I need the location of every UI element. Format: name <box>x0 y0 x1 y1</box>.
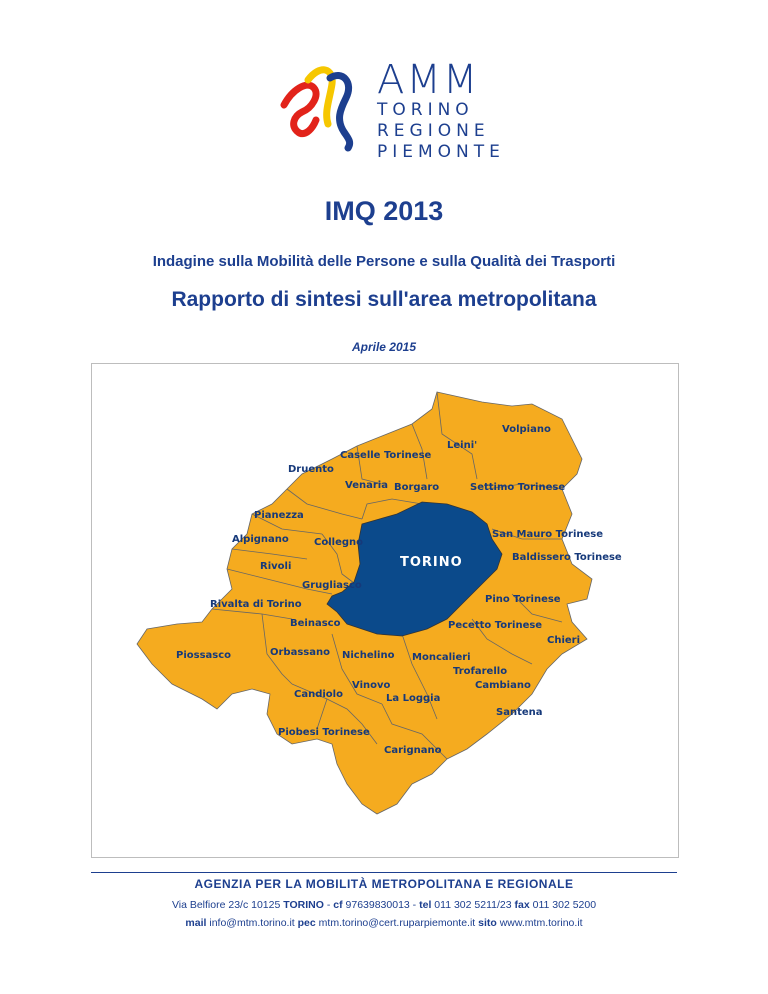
logo-text <box>377 57 505 163</box>
report-title: Rapporto di sintesi sull'area metropolitana <box>171 288 597 311</box>
map-label-rivalta-di-torino: Rivalta di Torino <box>210 599 302 610</box>
footer-fax: 011 302 5200 <box>532 899 597 911</box>
metropolitan-area-map <box>91 363 679 858</box>
footer-divider <box>91 872 677 873</box>
map-label-san-mauro-torinese: San Mauro Torinese <box>492 529 604 540</box>
footer-mail-link[interactable]: info@mtm.torino.it <box>209 917 295 929</box>
footer-cf-label: cf <box>333 899 343 911</box>
map-label-piossasco: Piossasco <box>176 650 232 661</box>
map-label-volpiano: Volpiano <box>502 424 551 435</box>
map-label-cambiano: Cambiano <box>475 680 531 691</box>
map-label-vinovo: Vinovo <box>352 680 391 691</box>
map-label-beinasco: Beinasco <box>290 618 341 629</box>
logo-line-piemonte: PIEMONTE <box>377 142 505 162</box>
map-label-borgaro: Borgaro <box>394 482 440 493</box>
map-label-grugliasco: Grugliasco <box>302 580 362 591</box>
footer-pec-label: pec <box>297 917 316 929</box>
footer-tel-label: tel <box>419 899 432 911</box>
footer-mail-label: mail <box>185 917 207 929</box>
footer-address-line: Via Belfiore 23/c 10125 TORINO - cf 97639830013 - tel 011 302 5211/23 fax 011 302 5200 <box>171 899 597 911</box>
map-label-leini: Leini' <box>447 440 478 451</box>
map-label-rivoli: Rivoli <box>260 561 292 572</box>
publication-date: Aprile 2015 <box>351 340 417 354</box>
map-label-alpignano: Alpignano <box>232 534 289 545</box>
map-label-piobesi-torinese: Piobesi Torinese <box>278 727 370 738</box>
map-label-santena: Santena <box>496 707 543 718</box>
amm-logo-mark <box>272 60 372 160</box>
map-label-pino-torinese: Pino Torinese <box>485 594 561 605</box>
map-label-pianezza: Pianezza <box>254 510 304 521</box>
footer-city: TORINO <box>283 899 324 911</box>
map-label-settimo-torinese: Settimo Torinese <box>470 482 566 493</box>
map-svg <box>92 364 678 857</box>
footer-cf: 97639830013 <box>345 899 410 911</box>
map-label-torino: TORINO <box>400 555 463 570</box>
map-label-druento: Druento <box>288 464 334 475</box>
footer-fax-label: fax <box>514 899 530 911</box>
footer-website-link[interactable]: www.mtm.torino.it <box>499 917 583 929</box>
footer-sito-label: sito <box>478 917 497 929</box>
map-label-la-loggia: La Loggia <box>386 693 441 704</box>
footer-address: Via Belfiore 23/c 10125 <box>171 899 281 911</box>
footer-tel: 011 302 5211/23 <box>434 899 512 911</box>
logo-line-regione: REGIONE <box>377 121 490 141</box>
map-label-venaria: Venaria <box>345 480 388 491</box>
logo-brand: AMM <box>377 57 480 103</box>
map-label-orbassano: Orbassano <box>270 647 330 658</box>
map-label-chieri: Chieri <box>547 635 581 646</box>
map-label-carignano: Carignano <box>384 745 442 756</box>
map-label-moncalieri: Moncalieri <box>412 652 471 663</box>
agency-name: AGENZIA PER LA MOBILITÀ METROPOLITANA E REGIONALE <box>194 877 574 891</box>
map-label-nichelino: Nichelino <box>342 650 395 661</box>
map-label-trofarello: Trofarello <box>453 666 508 677</box>
map-label-baldissero-torinese: Baldissero Torinese <box>512 552 622 563</box>
amm-logo <box>272 57 505 162</box>
document-subtitle: Indagine sulla Mobilità delle Persone e sulla Qualità dei Trasporti <box>152 253 616 270</box>
document-title: IMQ 2013 <box>324 196 444 226</box>
footer-web-line <box>0 917 768 929</box>
map-label-collegno: Collegno <box>314 537 363 548</box>
footer-pec-link[interactable]: mtm.torino@cert.ruparpiemonte.it <box>318 917 476 929</box>
logo-line-torino: TORINO <box>377 100 474 120</box>
map-label-candiolo: Candiolo <box>294 689 343 700</box>
map-label-pecetto-torinese: Pecetto Torinese <box>448 620 543 631</box>
map-label-caselle-torinese: Caselle Torinese <box>340 450 432 461</box>
